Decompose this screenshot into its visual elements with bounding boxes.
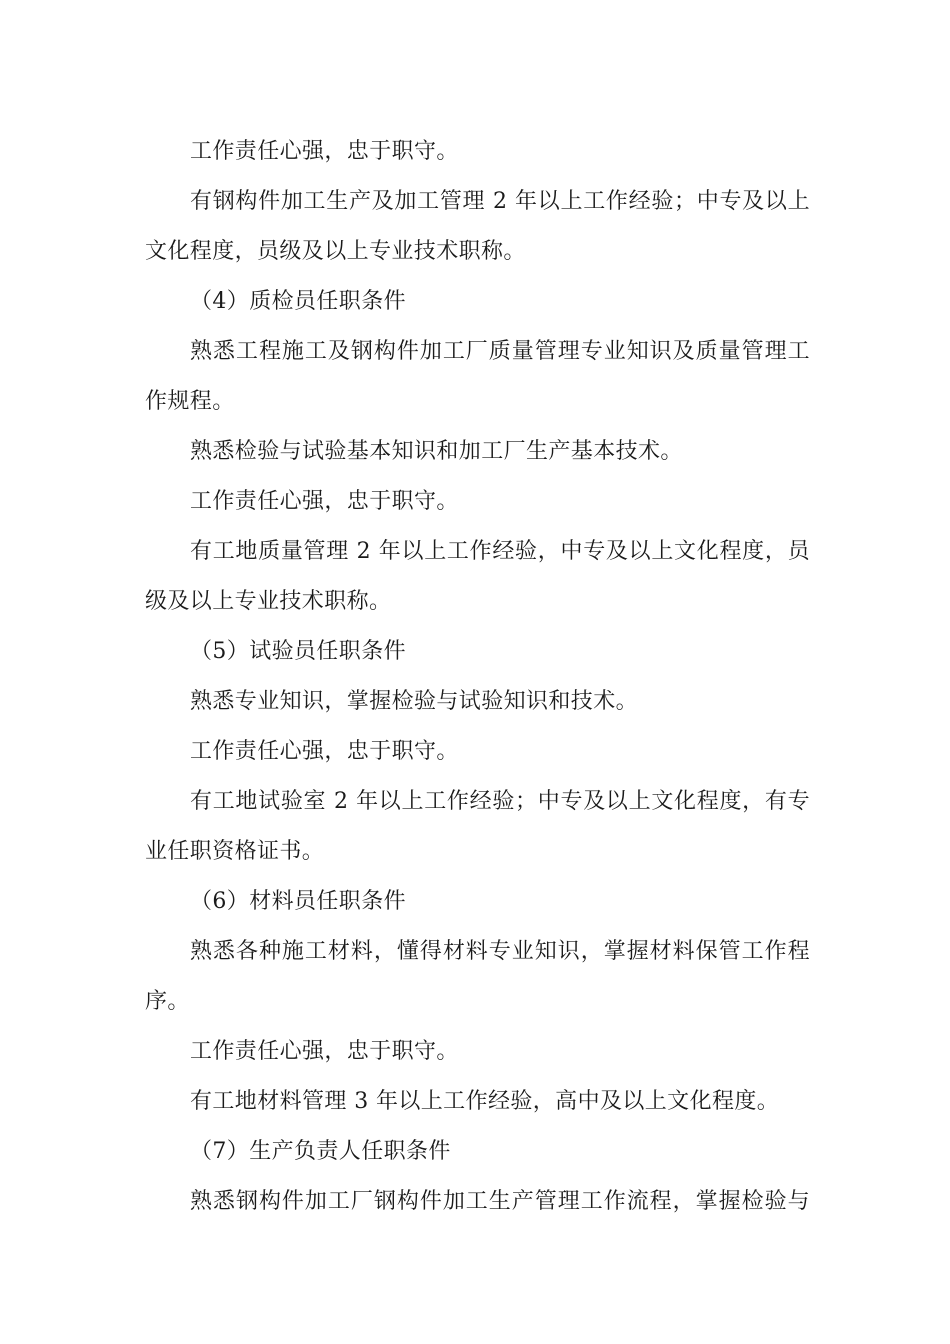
- paragraph-line: 熟悉工程施工及钢构件加工厂质量管理专业知识及质量管理工: [190, 339, 810, 364]
- section-heading-4: （4）质检员任职条件: [190, 289, 406, 314]
- paragraph-line: 有工地质量管理 2 年以上工作经验，中专及以上文化程度，员: [190, 539, 810, 564]
- paragraph-line: 业任职资格证书。: [145, 839, 325, 864]
- paragraph-line: 工作责任心强，忠于职守。: [190, 139, 459, 164]
- paragraph-line: 序。: [145, 989, 190, 1014]
- paragraph-line: 工作责任心强，忠于职守。: [190, 489, 459, 514]
- section-heading-5: （5）试验员任职条件: [190, 639, 406, 664]
- paragraph-line: 工作责任心强，忠于职守。: [190, 739, 459, 764]
- paragraph-line: 有钢构件加工生产及加工管理 2 年以上工作经验；中专及以上: [190, 189, 810, 214]
- paragraph-line: 文化程度，员级及以上专业技术职称。: [145, 239, 526, 264]
- paragraph-line: 有工地材料管理 3 年以上工作经验，高中及以上文化程度。: [190, 1089, 780, 1114]
- paragraph-line: 熟悉专业知识，掌握检验与试验知识和技术。: [190, 689, 639, 714]
- section-heading-6: （6）材料员任职条件: [190, 889, 406, 914]
- paragraph-line: 熟悉各种施工材料，懂得材料专业知识，掌握材料保管工作程: [190, 939, 810, 964]
- paragraph-line: 工作责任心强，忠于职守。: [190, 1039, 459, 1064]
- paragraph-line: 作规程。: [145, 389, 235, 414]
- paragraph-line: 级及以上专业技术职称。: [145, 589, 392, 614]
- section-heading-7: （7）生产负责人任职条件: [190, 1139, 451, 1164]
- paragraph-line: 有工地试验室 2 年以上工作经验；中专及以上文化程度，有专: [190, 789, 810, 814]
- paragraph-line: 熟悉检验与试验基本知识和加工厂生产基本技术。: [190, 439, 683, 464]
- paragraph-line: 熟悉钢构件加工厂钢构件加工生产管理工作流程，掌握检验与: [190, 1189, 810, 1214]
